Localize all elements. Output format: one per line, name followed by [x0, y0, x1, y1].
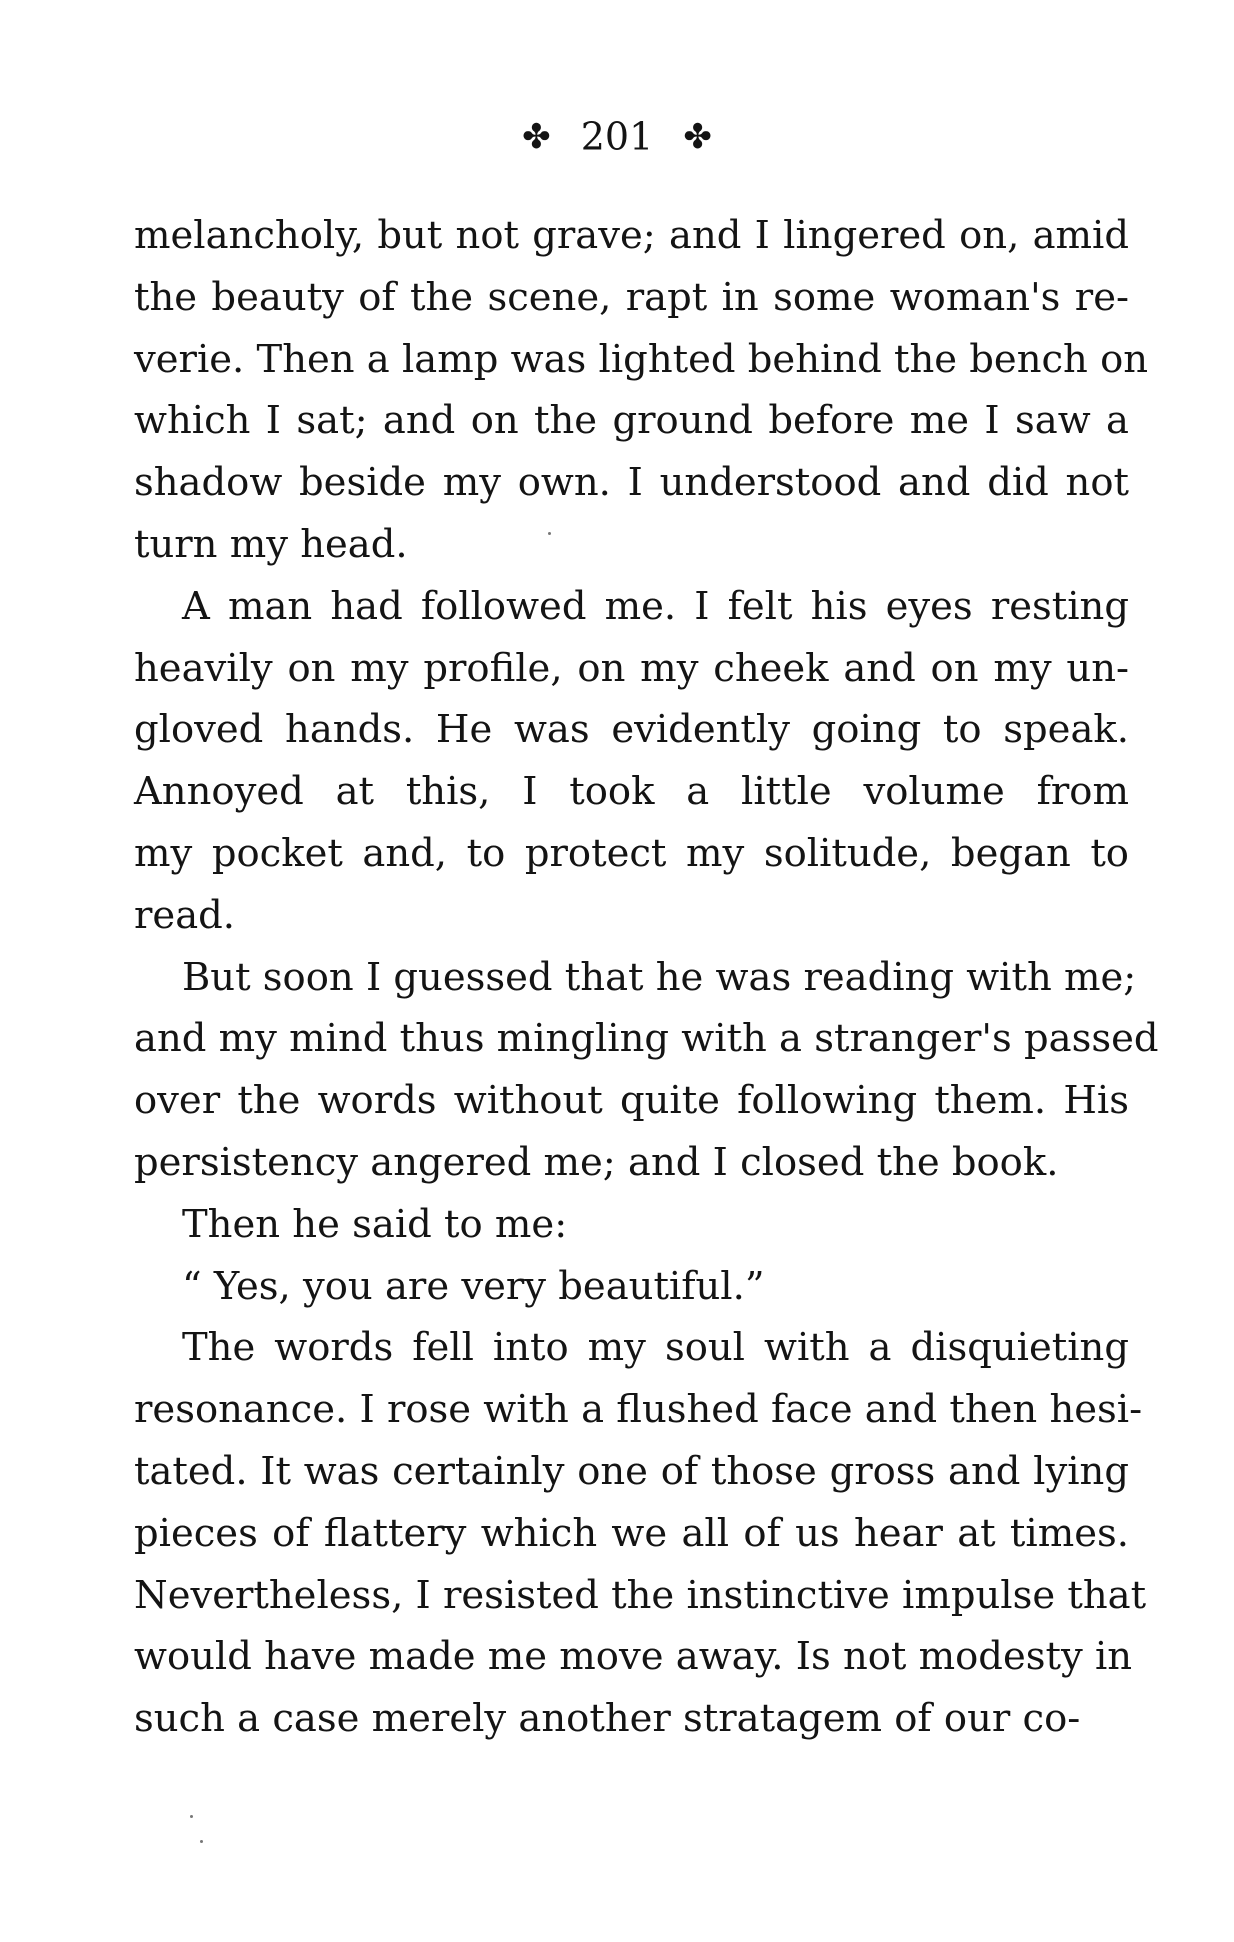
page-number: 201: [580, 114, 654, 159]
text-line: persistency angered me; and I closed the book.: [134, 1139, 1059, 1185]
text-line: tated. It was certainly one of those gross and lying: [134, 1448, 1129, 1494]
text-line: which I sat; and on the ground before me I saw a: [134, 398, 1129, 444]
paragraph: [134, 1317, 1147, 1750]
text-line: Then he said to me:: [182, 1201, 568, 1247]
text-line: Annoyed at this, I took a little volume from: [134, 769, 1129, 815]
text-line: pieces of flattery which we all of us hear at times.: [134, 1510, 1129, 1556]
paragraph: [134, 1194, 1129, 1256]
paragraph: [134, 576, 1129, 947]
fleuron-right-icon: ✤: [683, 116, 712, 157]
text-line: resonance. I rose with a flushed face and then hesi-: [134, 1387, 1143, 1433]
text-line: would have made me move away. Is not modesty in: [134, 1634, 1133, 1680]
text-line: read.: [134, 892, 236, 938]
paragraph: [134, 1256, 1129, 1318]
paragraph: [134, 205, 1149, 576]
text-line: such a case merely another stratagem of our co-: [134, 1696, 1081, 1742]
text-line: verie. Then a lamp was lighted behind the bench on: [134, 336, 1149, 382]
text-line: The words fell into my soul with a disquieting: [182, 1325, 1129, 1371]
scan-speck: [200, 1840, 203, 1843]
fleuron-left-icon: ✤: [522, 116, 551, 157]
text-line: my pocket and, to protect my solitude, began to: [134, 830, 1129, 876]
scan-speck: [190, 1815, 193, 1818]
text-line: over the words without quite following them. His: [134, 1078, 1129, 1124]
text-line: A man had followed me. I felt his eyes resting: [182, 583, 1129, 629]
text-line: the beauty of the scene, rapt in some woman's re-: [134, 274, 1129, 320]
running-header: [0, 108, 1234, 162]
text-line: heavily on my profile, on my cheek and on my un-: [134, 645, 1129, 691]
text-line: gloved hands. He was evidently going to speak.: [134, 707, 1129, 753]
text-line: melancholy, but not grave; and I lingered on, amid: [134, 213, 1129, 258]
text-line: turn my head.: [134, 521, 408, 567]
text-line: Nevertheless, I resisted the instinctive impulse that: [134, 1572, 1147, 1618]
text-line: But soon I guessed that he was reading with me;: [182, 954, 1137, 1000]
text-line: shadow beside my own. I understood and did not: [134, 460, 1129, 506]
scan-speck: [548, 532, 551, 535]
paragraph: [134, 947, 1159, 1194]
body-text: [134, 205, 1159, 1750]
text-line: and my mind thus mingling with a stranger's passed: [134, 1016, 1159, 1062]
text-line: “ Yes, you are very beautiful.”: [182, 1263, 765, 1309]
